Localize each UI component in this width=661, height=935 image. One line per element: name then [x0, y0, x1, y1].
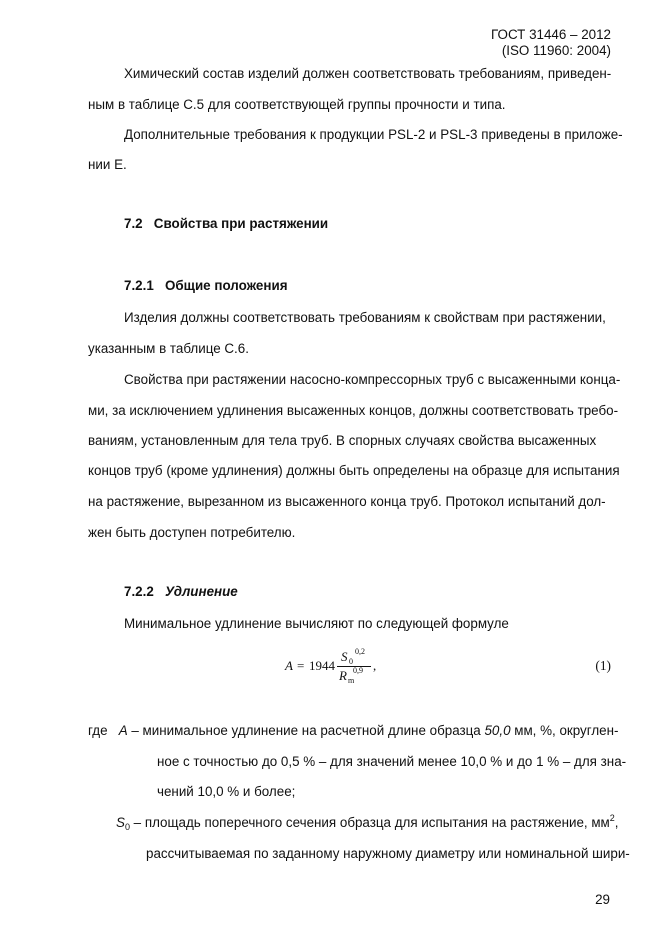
definition-a-symbol: A — [118, 723, 128, 738]
para-upset-line1: Свойства при растяжении насосно-компрессорных труб с высаженными конца- — [124, 372, 621, 387]
definition-a-line2: ное с точностью до 0,5 % – для значений менее 10,0 % и до 1 % – для зна- — [157, 754, 627, 769]
para-upset-line5: на растяжение, вырезанном из высаженного конца труб. Протокол испытаний дол- — [88, 494, 606, 509]
heading-7-2-1-title: Общие положения — [164, 278, 288, 293]
formula-numerator-var: S — [341, 649, 348, 664]
formula-lhs: A — [285, 658, 293, 673]
where-label: где — [88, 723, 108, 738]
definition-s-subscript: 0 — [124, 822, 130, 832]
page-number: 29 — [595, 892, 610, 907]
definition-a-text-end: мм, %, округлен- — [510, 723, 619, 738]
para-upset-line2: ми, за исключением удлинения высаженных концов, должны соответствовать требо- — [88, 403, 619, 418]
formula-numerator-exp: 0,2 — [355, 647, 365, 656]
para-tensile-line2: указанным в таблице С.6. — [88, 341, 249, 356]
heading-7-2-title: Свойства при растяжении — [153, 216, 329, 231]
heading-7-2-1-number: 7.2.1 — [124, 278, 154, 293]
definition-s-text: – площадь поперечного сечения образца для испытания на растяжение, мм — [129, 815, 610, 830]
para-chem-line2: ным в таблице С.5 для соответствующей группы прочности и типа. — [88, 97, 506, 112]
iso-reference: (ISO 11960: 2004) — [501, 43, 611, 58]
formula-equals: = — [297, 658, 305, 673]
para-tensile-line1: Изделия должны соответствовать требованиям к свойствам при растяжении, — [124, 310, 606, 325]
definition-s-comma: , — [614, 815, 619, 830]
heading-7-2-2 — [124, 584, 238, 599]
formula-denominator-exp: 0,9 — [353, 666, 363, 675]
formula-coefficient: 1944 — [309, 658, 335, 673]
para-chem-line1: Химический состав изделий должен соответствовать требованиям, приведен- — [124, 66, 612, 81]
definition-a-line1 — [88, 723, 618, 738]
para-upset-line6: жен быть доступен потребителю. — [88, 525, 296, 540]
para-upset-line3: ваниям, установленным для тела труб. В спорных случаях свойства высаженных — [88, 433, 597, 448]
definition-s-line2: рассчитываемая по заданному наружному диаметру или номинальной шири- — [146, 846, 630, 861]
standard-number: ГОСТ 31446 – 2012 — [491, 27, 611, 42]
formula-denominator-var: R — [339, 668, 347, 683]
definition-a-text: – минимальное удлинение на расчетной длине образца — [127, 723, 485, 738]
definition-a-line3: чений 10,0 % и более; — [157, 784, 296, 799]
para-psl-line2: нии Е. — [88, 157, 127, 172]
definition-s-line1 — [116, 815, 619, 830]
para-upset-line4: концов труб (кроме удлинения) должны быть определены на образце для испытания — [88, 463, 620, 478]
para-formula-intro: Минимальное удлинение вычисляют по следующей формуле — [124, 616, 509, 631]
definition-s-symbol: S — [116, 815, 125, 830]
heading-7-2-2-number: 7.2.2 — [124, 584, 154, 599]
gauge-length-value: 50,0 — [484, 723, 511, 738]
para-psl-line1: Дополнительные требования к продукции PSL-2 и PSL-3 приведены в приложе- — [124, 127, 623, 142]
heading-7-2-2-title: Удлинение — [164, 584, 238, 599]
page-header — [491, 27, 611, 59]
unit-superscript: 2 — [609, 813, 615, 823]
formula-denominator-sub: m — [348, 676, 355, 685]
heading-7-2-1 — [124, 278, 288, 293]
heading-7-2 — [124, 216, 328, 231]
heading-7-2-number: 7.2 — [124, 216, 143, 231]
formula-numerator-sub: 0 — [349, 657, 353, 666]
formula-comma: , — [373, 658, 377, 673]
equation-number: (1) — [595, 658, 611, 673]
